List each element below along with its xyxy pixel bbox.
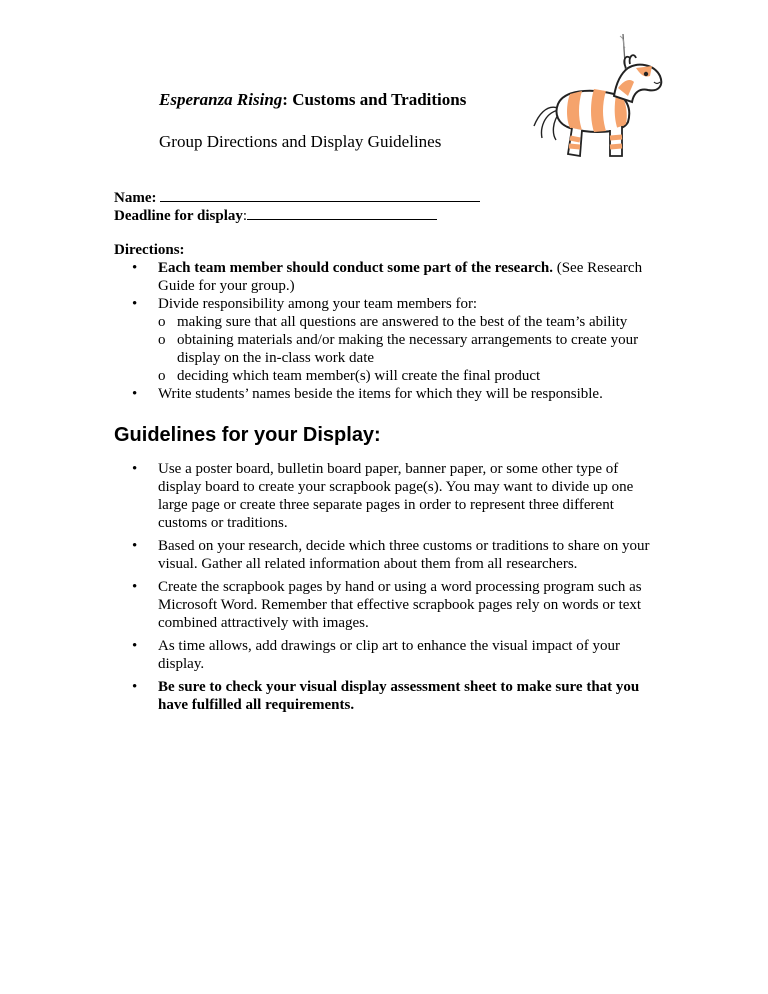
guidelines-list	[114, 460, 659, 719]
item-text: Create the scrapbook pages by hand or using a word processing program such as Microsoft Word. Remember that effective scrapbook pages rely on words or text combined attractively with images.	[158, 579, 642, 631]
list-item	[114, 385, 659, 403]
name-label: Name:	[114, 190, 157, 206]
sub-list-item	[114, 331, 659, 367]
name-blank[interactable]	[160, 188, 480, 202]
item-text: Based on your research, decide which three customs or traditions to share on your visual. Gather all related information about them from all researchers.	[158, 538, 650, 572]
item-text: (See Research Guide for your group.)	[158, 260, 643, 294]
list-item	[114, 637, 659, 673]
list-item	[114, 678, 659, 714]
pinata-icon	[530, 30, 675, 170]
sub-list-item	[114, 367, 659, 385]
circle-bullet-icon: o	[158, 314, 166, 330]
list-item	[114, 295, 659, 385]
list-item	[114, 578, 659, 632]
item-text: Use a poster board, bulletin board paper, banner paper, or some other type of display board to create your scrapbook page(s). You may want to divide up one large page or create three separate pages in order to represent three different customs or traditions.	[158, 461, 634, 531]
bullet-icon: •	[132, 579, 138, 595]
list-item	[114, 259, 659, 295]
circle-bullet-icon: o	[158, 332, 166, 348]
name-field	[114, 188, 480, 207]
document-title	[159, 91, 466, 109]
document-subtitle: Group Directions and Display Guidelines	[159, 132, 442, 151]
directions-heading: Directions:	[114, 242, 185, 258]
bullet-icon: •	[132, 296, 138, 312]
title-rest: : Customs and Traditions	[282, 90, 467, 109]
directions-list	[114, 259, 659, 403]
bullet-icon: •	[132, 679, 138, 695]
sub-item-text: making sure that all questions are answered to the best of the team’s ability	[177, 314, 628, 330]
bullet-icon: •	[132, 538, 138, 554]
item-text: As time allows, add drawings or clip art to enhance the visual impact of your display.	[158, 638, 620, 672]
deadline-label: Deadline for display	[114, 208, 243, 224]
deadline-colon: :	[242, 208, 248, 224]
deadline-field	[114, 206, 437, 225]
item-text: Write students’ names beside the items for which they will be responsible.	[158, 386, 603, 402]
list-item	[114, 460, 659, 532]
sub-item-text: deciding which team member(s) will create the final product	[177, 368, 541, 384]
sub-list-item	[114, 313, 659, 331]
circle-bullet-icon: o	[158, 368, 166, 384]
book-title: Esperanza Rising	[159, 90, 283, 109]
bullet-icon: •	[132, 638, 138, 654]
guidelines-heading: Guidelines for your Display:	[114, 424, 381, 446]
deadline-blank[interactable]	[247, 206, 437, 220]
item-bold-text: Each team member should conduct some part of the research.	[158, 260, 553, 276]
bullet-icon: •	[132, 260, 138, 276]
sub-item-text: obtaining materials and/or making the necessary arrangements to create your display on the in-class work date	[177, 332, 639, 366]
item-text: Divide responsibility among your team members for:	[158, 296, 478, 312]
bullet-icon: •	[132, 386, 138, 402]
list-item	[114, 537, 659, 573]
item-bold-text: Be sure to check your visual display assessment sheet to make sure that you have fulfilled all requirements.	[158, 679, 640, 713]
sub-list	[114, 313, 659, 385]
bullet-icon: •	[132, 461, 138, 477]
